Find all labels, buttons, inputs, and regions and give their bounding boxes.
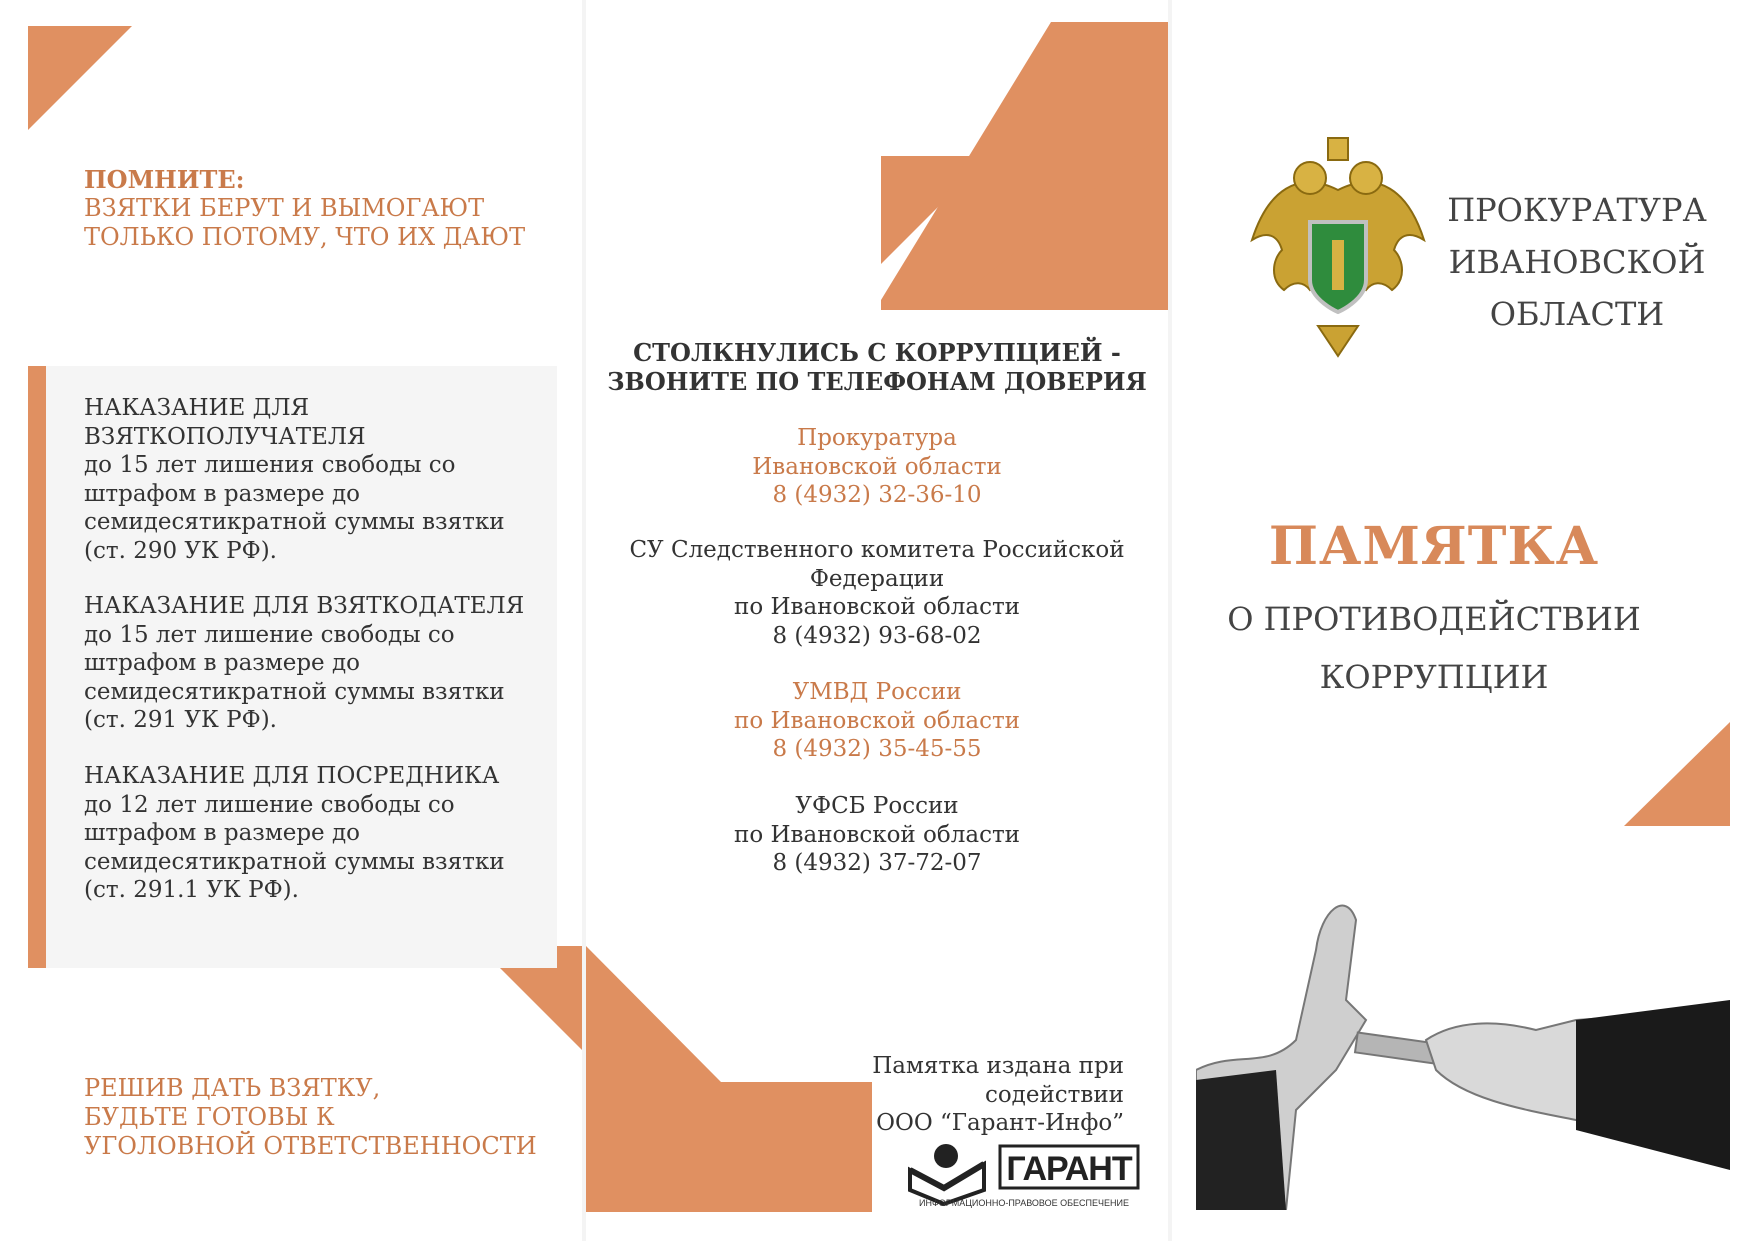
garant-logo-subtext: ИНФОРМАЦИОННО-ПРАВОВОЕ ОБЕСПЕЧЕНИЕ bbox=[919, 1198, 1129, 1208]
contact-prosecutor bbox=[586, 424, 1168, 510]
contact-police bbox=[586, 678, 1168, 764]
hotline-line: ЗВОНИТЕ ПО ТЕЛЕФОНАМ ДОВЕРИЯ bbox=[607, 367, 1147, 396]
penalty-text: штрафом в размере до bbox=[84, 650, 360, 676]
contact-phone: 8 (4932) 93-68-02 bbox=[772, 622, 982, 649]
garant-figure-icon bbox=[910, 1144, 984, 1204]
hotline-title bbox=[586, 338, 1168, 396]
org-line: ПРОКУРАТУРА bbox=[1447, 191, 1707, 229]
document-subtitle bbox=[1172, 590, 1696, 706]
sponsor-line: ООО “Гарант-Инфо” bbox=[876, 1110, 1124, 1136]
penalty-text: (ст. 290 УК РФ). bbox=[84, 537, 277, 564]
org-line: ОБЛАСТИ bbox=[1489, 295, 1665, 333]
subtitle-line: О ПРОТИВОДЕЙСТВИИ bbox=[1227, 600, 1641, 638]
document-title: ПАМЯТКА bbox=[1268, 516, 1600, 577]
organization-name bbox=[1442, 184, 1712, 340]
sponsor-line: Памятка издана при содействии bbox=[872, 1053, 1124, 1108]
warning-line: РЕШИВ ДАТЬ ВЗЯТКУ, bbox=[84, 1074, 381, 1102]
contact-org: Федерации bbox=[809, 565, 945, 592]
penalty-text: до 15 лет лишение свободы со bbox=[84, 621, 455, 648]
org-line: ИВАНОВСКОЙ bbox=[1448, 243, 1706, 281]
contact-org: по Ивановской области bbox=[733, 821, 1021, 848]
contact-phone: 8 (4932) 37-72-07 bbox=[772, 850, 982, 876]
right-triangle bbox=[1624, 722, 1730, 826]
left-panel bbox=[0, 0, 582, 1241]
penalty-text: штрафом в размере до bbox=[84, 820, 360, 846]
penalty-block-bribe-taker bbox=[84, 394, 554, 565]
contact-org: УФСБ России bbox=[795, 793, 959, 819]
remember-title: ПОМНИТЕ: bbox=[84, 165, 245, 194]
contact-fsb bbox=[586, 792, 1168, 878]
penalty-text: до 15 лет лишения свободы со bbox=[84, 452, 456, 478]
penalty-text: (ст. 291 УК РФ). bbox=[84, 707, 277, 733]
double-headed-eagle-emblem bbox=[1238, 130, 1438, 360]
penalty-block-intermediary bbox=[84, 762, 554, 905]
penalty-title: НАКАЗАНИЕ ДЛЯ ВЗЯТКОДАТЕЛЯ bbox=[84, 593, 525, 619]
remember-line: ТОЛЬКО ПОТОМУ, ЧТО ИХ ДАЮТ bbox=[84, 223, 526, 251]
contact-phone: 8 (4932) 35-45-55 bbox=[772, 736, 982, 762]
penalty-text: до 12 лет лишение свободы со bbox=[84, 791, 455, 818]
penalty-text: семидесятикратной суммы взятки bbox=[84, 848, 505, 875]
top-left-triangle bbox=[28, 26, 132, 130]
penalty-text: семидесятикратной суммы взятки bbox=[84, 509, 505, 535]
contact-org: УМВД России bbox=[792, 679, 962, 705]
eagle-icon bbox=[1252, 138, 1424, 356]
garant-logo bbox=[904, 1140, 1144, 1210]
penalty-accent-bar bbox=[28, 366, 46, 968]
penalty-text: штрафом в размере до bbox=[84, 480, 360, 507]
refused-bribe-photo bbox=[1196, 870, 1730, 1210]
penalty-title: НАКАЗАНИЕ ДЛЯ bbox=[84, 395, 310, 421]
remember-line: ВЗЯТКИ БЕРУТ И ВЫМОГАЮТ bbox=[84, 194, 485, 222]
middle-panel bbox=[586, 0, 1168, 1241]
warning-line: УГОЛОВНОЙ ОТВЕТСТВЕННОСТИ bbox=[84, 1132, 537, 1160]
contact-org: Прокуратура bbox=[797, 425, 957, 451]
subtitle-line: КОРРУПЦИИ bbox=[1319, 658, 1549, 696]
sponsor-text bbox=[766, 1052, 1124, 1138]
penalty-text: (ст. 291.1 УК РФ). bbox=[84, 877, 299, 903]
contact-org: по Ивановской области bbox=[733, 707, 1021, 734]
hand-refusing-bribe-illustration bbox=[1196, 906, 1730, 1210]
penalty-block-bribe-giver bbox=[84, 592, 554, 735]
contact-org: Ивановской области bbox=[752, 453, 1002, 480]
penalty-text: семидесятикратной суммы взятки bbox=[84, 678, 505, 705]
contact-investigative-committee bbox=[586, 536, 1168, 650]
right-panel bbox=[1172, 0, 1754, 1241]
contact-org: по Ивановской области bbox=[733, 594, 1021, 620]
hotline-line: СТОЛКНУЛИСЬ С КОРРУПЦИЕЙ - bbox=[633, 338, 1121, 367]
remember-text bbox=[84, 194, 525, 252]
contact-org: СУ Следственного комитета Российской bbox=[629, 537, 1125, 563]
warning-line: БУДЬТЕ ГОТОВЫ К bbox=[84, 1103, 335, 1131]
penalty-title: ВЗЯТКОПОЛУЧАТЕЛЯ bbox=[84, 423, 366, 450]
contact-phone: 8 (4932) 32-36-10 bbox=[772, 482, 982, 508]
warning-text bbox=[84, 1074, 537, 1161]
penalty-title: НАКАЗАНИЕ ДЛЯ ПОСРЕДНИКА bbox=[84, 763, 500, 789]
garant-logo-text: ГАРАНТ bbox=[1006, 1150, 1132, 1188]
